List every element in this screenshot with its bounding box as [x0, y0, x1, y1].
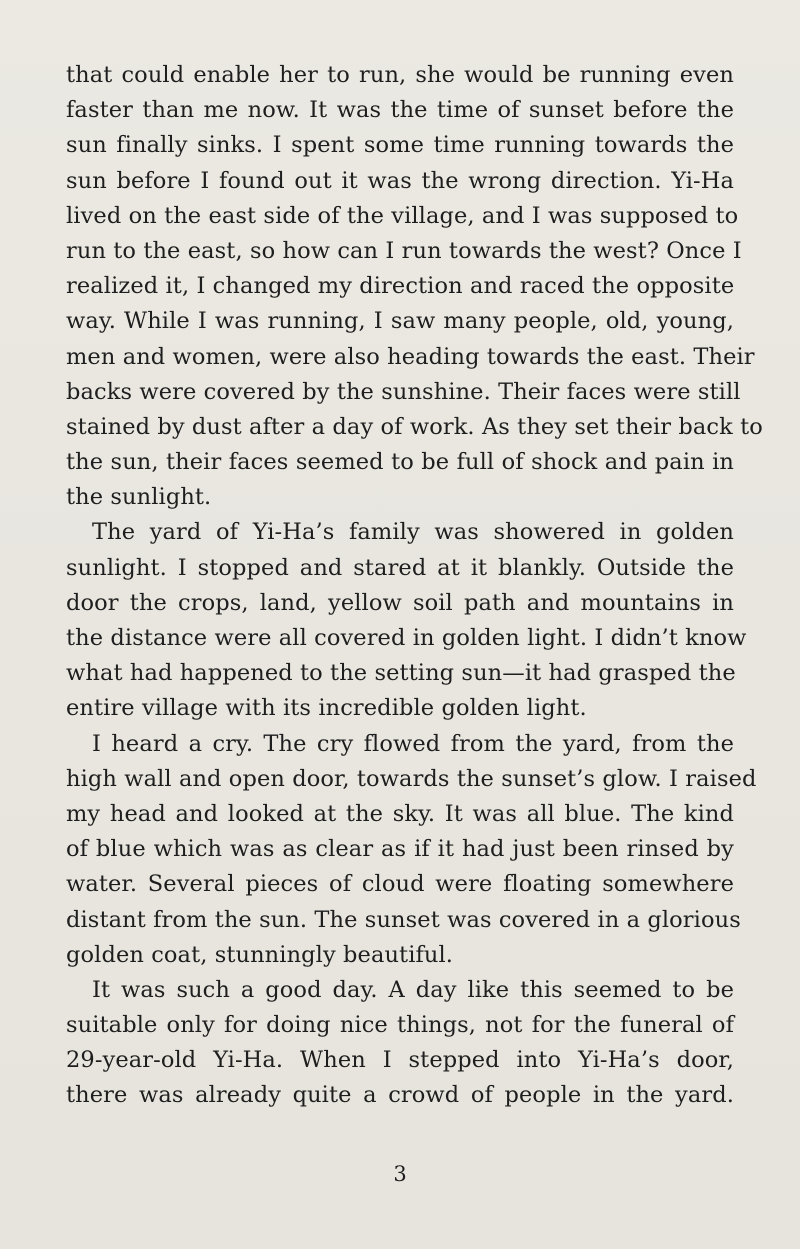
text-line: I heard a cry. The cry flowed from the yard, from the: [92, 730, 734, 757]
text-line: my head and looked at the sky. It was all blue. The kind: [66, 800, 734, 827]
text-line: of blue which was as clear as if it had just been rinsed by: [66, 836, 734, 863]
paragraph-2: [66, 515, 747, 726]
text-line: the sun, their faces seemed to be full of shock and pain in: [66, 449, 734, 476]
text-line: lived on the east side of the village, and I was supposed to: [66, 202, 739, 229]
text-line: what had happened to the setting sun—it had grasped the: [66, 660, 736, 687]
text-line: realized it, I changed my direction and raced the opposite: [66, 273, 735, 300]
text-line: faster than me now. It was the time of sunset before the: [66, 97, 734, 124]
paragraph-4: [66, 973, 734, 1114]
text-line: men and women, were also heading towards the east. Their: [66, 343, 755, 370]
text-line: door the crops, land, yellow soil path and mountains in: [66, 589, 734, 616]
text-line: The yard of Yi-Ha’s family was showered in golden: [92, 519, 734, 546]
text-line: that could enable her to run, she would be running even: [66, 62, 734, 88]
text-line: there was already quite a crowd of people in the yard.: [66, 1082, 734, 1109]
text-line: sun finally sinks. I spent some time running towards the: [66, 132, 734, 159]
text-line: sunlight. I stopped and stared at it blankly. Outside the: [66, 554, 734, 581]
text-line: stained by dust after a day of work. As they set their back to: [66, 413, 763, 440]
text-line: golden coat, stunningly beautiful.: [66, 941, 454, 968]
text-line: 29-year-old Yi-Ha. When I stepped into Yi-Ha’s door,: [66, 1047, 734, 1074]
text-line: backs were covered by the sunshine. Their faces were still: [66, 378, 741, 405]
body-text: [66, 58, 763, 1114]
text-line: high wall and open door, towards the sunset’s glow. I raised: [66, 765, 757, 792]
text-line: distant from the sun. The sunset was covered in a glorious: [66, 906, 741, 933]
text-line: entire village with its incredible golden light.: [66, 695, 587, 722]
text-line: suitable only for doing nice things, not for the funeral of: [66, 1012, 734, 1039]
page-number: 3: [393, 1162, 407, 1186]
text-line: It was such a good day. A day like this seemed to be: [92, 976, 734, 1003]
paragraph-1: [66, 58, 763, 515]
text-line: sun before I found out it was the wrong direction. Yi-Ha: [66, 167, 734, 194]
text-line: the distance were all covered in golden light. I didn’t know: [66, 625, 747, 651]
text-line: run to the east, so how can I run towards the west? Once I: [66, 237, 742, 264]
paragraph-3: [66, 727, 757, 973]
text-line: water. Several pieces of cloud were floating somewhere: [66, 871, 734, 898]
text-line: way. While I was running, I saw many people, old, young,: [66, 308, 734, 335]
text-line: the sunlight.: [66, 484, 212, 511]
